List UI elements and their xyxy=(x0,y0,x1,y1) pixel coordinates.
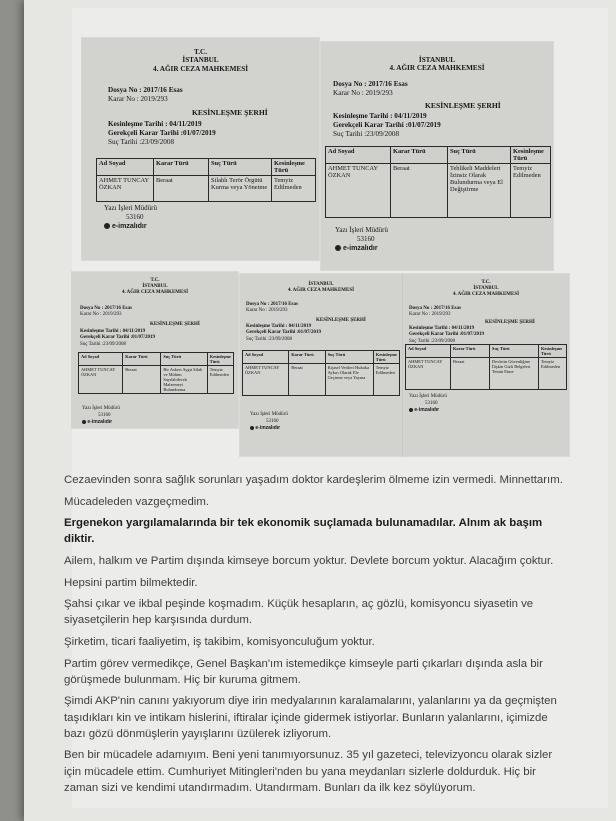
e-signature-icon xyxy=(82,420,86,424)
column-header: Ad Soyad xyxy=(243,351,289,364)
statement-paragraph: Mücadeleden vazgeçmedim. xyxy=(64,495,209,508)
header-line: T.C. xyxy=(481,280,491,285)
signer-number: 53160 xyxy=(357,235,375,244)
column-header: Kesinleşme Türü xyxy=(207,353,233,366)
header-line: İSTANBUL xyxy=(142,283,168,289)
verdict-table xyxy=(405,344,567,390)
statement-paragraph: Ben bir mücadele adamıyım. Beni yeni tanımıyorsunuz. 35 yıl gazeteci, televizyoncu olarak sizler için mücadele ettim. Cumhuriyet Mitingleri'nden bu yana meydanları sizlerle doldurduk. Hiç bir zaman sizi ve kendimi utandırmadım. Utandırmam. Bunları da ilk kez söylüyorum. xyxy=(64,749,553,794)
karar-no: Karar No : 2019/293 xyxy=(333,89,393,97)
e-signature xyxy=(335,244,388,253)
dosya-no: Dosya No : 2017/16 Esas xyxy=(409,306,461,311)
statement-paragraph-bold: Ergenekon yargılamalarında bir tek ekonomik suçlamada bulunamadılar. Alnım ak başım diktir. xyxy=(64,517,543,546)
e-signature-icon xyxy=(104,223,110,229)
document-title: KESİNLEŞME ŞERHİ xyxy=(150,322,200,327)
column-header: Ad Soyad xyxy=(326,147,391,164)
e-signature-label: e-imzalıdır xyxy=(342,245,378,253)
cell-kesinlesme-turu: Temyiz Edilmeden xyxy=(272,176,316,202)
cell-ad-soyad: AHMET TUNCAY ÖZKAN xyxy=(97,176,154,202)
column-header: Karar Türü xyxy=(123,353,161,366)
column-header: Suç Türü xyxy=(448,147,511,164)
cell-kesinlesme-turu: Temyiz Edilmeden xyxy=(539,358,567,390)
statement-paragraph: Ailem, halkım ve Partim dışında kimseye borcum yoktur. Devlete borcum yoktur. Alacağım çoktur. xyxy=(64,554,554,567)
e-signature-icon xyxy=(409,408,413,412)
e-signature xyxy=(250,425,288,432)
court-document-small-2 xyxy=(240,274,402,456)
e-signature-icon xyxy=(335,245,341,251)
e-signature-label: e-imzalıdır xyxy=(414,407,440,413)
statement-paragraph: Şahsi çıkar ve ikbal peşinde koşmadım. Küçük hesapların, aç gözlü, komisyoncu siyasetin ve siyasetçilerin hep karşısında durdum. xyxy=(64,598,534,627)
column-header: Suç Türü xyxy=(490,345,539,358)
gerekceli-karar-tarihi: Gerekçeli Karar Tarihi :01/07/2019 xyxy=(108,129,216,137)
e-signature xyxy=(82,419,120,426)
cell-kesinlesme-turu: Temyiz Edilmeden xyxy=(511,164,551,218)
statement-paragraph: Şimdi AKP'nin canını yakıyorum diye irin medyalarının karalamalarını, yalanlarını ya da geçmişten taşıdıkları kin ve intikam hislerini, iftiralar içinde gidermek istiyorlar. Bunların yalanlarını, içimizde bazı gözü dönmüşlerin yayışlarını üzülerek izliyorum. xyxy=(64,695,557,740)
document-title: KESİNLEŞME ŞERHİ xyxy=(485,320,535,325)
cell-suc-turu: Silahlı Terör Örgütü Kurma veya Yönetme xyxy=(209,176,272,202)
column-header: Kesinleşme Türü xyxy=(539,345,567,358)
e-signature-label: e-imzalıdır xyxy=(255,425,281,431)
column-header: Karar Türü xyxy=(289,351,325,364)
header-line: 4. AĞIR CEZA MAHKEMESİ xyxy=(287,287,355,293)
e-signature-label: e-imzalıdır xyxy=(87,419,113,425)
suc-tarihi: Suç Tarihi :23/09/2008 xyxy=(108,138,175,146)
cell-ad-soyad: AHMET TUNCAY ÖZKAN xyxy=(243,364,289,396)
kesinlesme-tarihi: Kesinleşme Tarihi : 04/11/2019 xyxy=(246,324,312,329)
cell-karar-turu: Beraat xyxy=(123,366,161,394)
gerekceli-karar-tarihi: Gerekçeli Karar Tarihi :01/07/2019 xyxy=(409,332,484,338)
karar-no: Karar No : 2019/293 xyxy=(80,312,122,318)
cell-karar-turu: Beraat xyxy=(289,364,325,396)
cell-suc-turu: Devletin Güvenliğine İlişkin Gizli Belgeleri Temin Etme xyxy=(490,358,539,390)
signer-title: Yazı İşleri Müdürü xyxy=(409,394,447,399)
kesinlesme-tarihi: Kesinleşme Tarihi : 04/11/2019 xyxy=(108,120,202,128)
column-header: Karar Türü xyxy=(391,147,448,164)
cell-suc-turu: Bir Askeri Aygıt Silah ve Mühim Sayılabilecek Malzemeyi Bulundurma xyxy=(161,366,207,394)
header-line: 4. AĞIR CEZA MAHKEMESİ xyxy=(452,291,520,297)
cell-suc-turu: Kişisel Verileri Hukuka Aykırı Olarak Ele Geçirme veya Yayma xyxy=(325,364,373,396)
court-document-right xyxy=(321,42,553,270)
signer-title: Yazı İşleri Müdürü xyxy=(82,406,120,411)
court-document-left xyxy=(82,38,319,260)
document-title: KESİNLEŞME ŞERHİ xyxy=(192,108,268,117)
signer-title: Yazı İşleri Müdürü xyxy=(250,412,288,417)
column-header: Ad Soyad xyxy=(79,353,123,366)
document-title: KESİNLEŞME ŞERHİ xyxy=(425,101,501,110)
header-line: 4. AĞIR CEZA MAHKEMESİ xyxy=(389,64,485,73)
gerekceli-karar-tarihi: Gerekçeli Karar Tarihi :01/07/2019 xyxy=(333,121,441,129)
kesinlesme-tarihi: Kesinleşme Tarihi : 04/11/2019 xyxy=(409,326,475,331)
gerekceli-karar-tarihi: Gerekçeli Karar Tarihi :01/07/2019 xyxy=(246,330,321,336)
cell-suc-turu: Tehlikeli Maddeleri İzinsiz Olarak Bulundurma veya El Değiştirme xyxy=(448,164,511,218)
gerekceli-karar-tarihi: Gerekçeli Karar Tarihi :01/07/2019 xyxy=(80,335,155,341)
column-header: Karar Türü xyxy=(451,345,490,358)
cell-ad-soyad: AHMET TUNCAY ÖZKAN xyxy=(406,358,451,390)
verdict-table xyxy=(242,350,400,396)
e-signature xyxy=(104,222,157,231)
e-signature-icon xyxy=(250,426,254,430)
suc-tarihi: Suç Tarihi :23/09/2008 xyxy=(246,336,292,342)
header-line: T.C. xyxy=(150,278,160,283)
verdict-table xyxy=(325,146,551,218)
signer-title: Yazı İşleri Müdürü xyxy=(104,204,157,212)
column-header: Suç Türü xyxy=(325,351,373,364)
kesinlesme-tarihi: Kesinleşme Tarihi : 04/11/2019 xyxy=(333,112,427,120)
statement-paragraph: Şirketim, ticari faaliyetim, iş takibim, komisyonculuğum yoktur. xyxy=(64,635,375,648)
column-header: Ad Soyad xyxy=(406,345,451,358)
e-signature-label: e-imzalıdır xyxy=(111,223,147,231)
header-line: İSTANBUL xyxy=(182,56,219,65)
court-document-small-3 xyxy=(403,274,569,456)
signer-number: 53160 xyxy=(126,213,144,222)
cell-kesinlesme-turu: Temyiz Edilmeden xyxy=(373,364,399,396)
signer-number: 53160 xyxy=(425,400,438,406)
header-line: 4. AĞIR CEZA MAHKEMESİ xyxy=(152,64,249,73)
court-document-small-1 xyxy=(72,272,238,428)
suc-tarihi: Suç Tarihi :23/09/2008 xyxy=(333,130,400,138)
e-signature xyxy=(409,407,447,414)
cell-karar-turu: Beraat xyxy=(391,164,448,218)
suc-tarihi: Suç Tarihi :23/09/2008 xyxy=(80,341,126,347)
cell-ad-soyad: AHMET TUNCAY ÖZKAN xyxy=(326,164,391,218)
column-header: Ad Soyad xyxy=(97,159,154,176)
suc-tarihi: Suç Tarihi :23/09/2008 xyxy=(409,338,455,344)
header-line: İSTANBUL xyxy=(308,282,334,287)
karar-no: Karar No : 2019/293 xyxy=(246,308,288,314)
header-line: İSTANBUL xyxy=(418,56,456,64)
dosya-no: Dosya No : 2017/16 Esas xyxy=(108,86,183,94)
statement-paragraph: Cezaevinden sonra sağlık sorunları yaşadım doktor kardeşlerim ölmeme izin vermedi. Minnettarım. xyxy=(64,474,563,486)
column-header: Kesinleşme Türü xyxy=(373,351,399,364)
cell-karar-turu: Beraat xyxy=(451,358,490,390)
header-line: İSTANBUL xyxy=(473,285,499,291)
header-line: 4. AĞIR CEZA MAHKEMESİ xyxy=(121,289,189,295)
signer-title: Yazı İşleri Müdürü xyxy=(335,226,388,234)
verdict-table xyxy=(96,158,316,202)
verdict-table xyxy=(78,352,234,394)
dosya-no: Dosya No : 2017/16 Esas xyxy=(80,306,132,311)
document-title: KESİNLEŞME ŞERHİ xyxy=(316,318,366,323)
column-header: Karar Türü xyxy=(154,159,209,176)
karar-no: Karar No : 2019/293 xyxy=(108,95,168,103)
kesinlesme-tarihi: Kesinleşme Tarihi : 04/11/2019 xyxy=(80,329,146,334)
signer-number: 53160 xyxy=(98,412,111,418)
dosya-no: Dosya No : 2017/16 Esas xyxy=(246,302,298,307)
karar-no: Karar No : 2019/293 xyxy=(409,312,451,318)
statement-paragraph: Partim görev vermedikçe, Genel Başkan'ım istemedikçe kimseyle parti çıkarları dışında asla bir görüşmede bulunmam. Hiç bir kuruma gitmem. xyxy=(64,657,543,686)
cell-karar-turu: Beraat xyxy=(154,176,209,202)
cell-kesinlesme-turu: Temyiz Edilmeden xyxy=(207,366,233,394)
cell-ad-soyad: AHMET TUNCAY ÖZKAN xyxy=(79,366,123,394)
dosya-no: Dosya No : 2017/16 Esas xyxy=(333,80,408,88)
column-header: Suç Türü xyxy=(161,353,207,366)
column-header: Kesinleşme Türü xyxy=(511,147,551,164)
signer-number: 53160 xyxy=(266,418,279,424)
statement-paragraph: Hepsini partim bilmektedir. xyxy=(64,576,198,589)
column-header: Kesinleşme Türü xyxy=(272,159,316,176)
header-line: T.C. xyxy=(193,48,208,56)
column-header: Suç Türü xyxy=(209,159,272,176)
statement-text xyxy=(64,472,568,801)
